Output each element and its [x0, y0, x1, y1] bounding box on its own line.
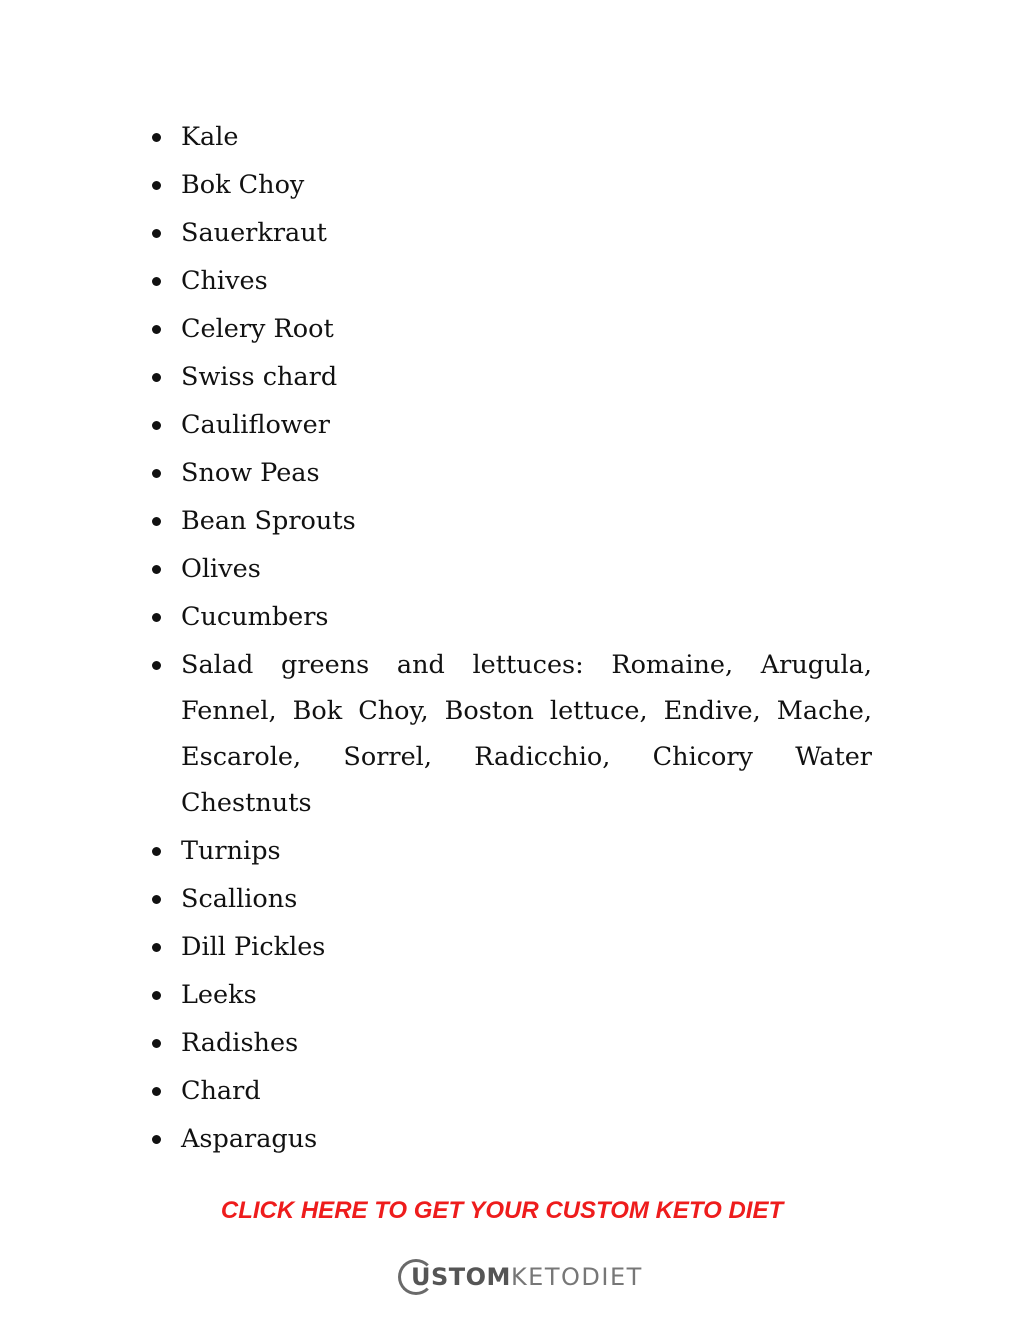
bullet-icon — [152, 991, 161, 1000]
list-item — [150, 1020, 872, 1066]
list-item-text: Olives — [181, 554, 261, 584]
list-item — [150, 210, 872, 256]
logo-wordmark-light: KETODIET — [510, 1263, 643, 1291]
list-item-text: Cauliflower — [181, 410, 330, 440]
bullet-icon — [152, 661, 161, 670]
bullet-icon — [152, 1039, 161, 1048]
list-item-text: Bean Sprouts — [181, 506, 356, 536]
logo-c-icon — [398, 1259, 434, 1295]
list-item-text: Sauerkraut — [181, 218, 327, 248]
bullet-icon — [152, 517, 161, 526]
bullet-icon — [152, 421, 161, 430]
bullet-icon — [152, 613, 161, 622]
vegetable-list — [150, 114, 872, 1164]
list-item — [150, 1068, 872, 1114]
bullet-icon — [152, 373, 161, 382]
custom-keto-diet-link[interactable]: CLICK HERE TO GET YOUR CUSTOM KETO DIET — [220, 1197, 784, 1224]
list-item — [150, 924, 872, 970]
bullet-icon — [152, 325, 161, 334]
customketodiet-logo — [398, 1255, 643, 1299]
list-item-text: Asparagus — [181, 1124, 318, 1154]
list-item — [150, 450, 872, 496]
list-item — [150, 354, 872, 400]
bullet-icon — [152, 277, 161, 286]
bullet-icon — [152, 1087, 161, 1096]
bullet-icon — [152, 133, 161, 142]
list-item-text: Snow Peas — [181, 458, 320, 488]
list-item — [150, 162, 872, 208]
bullet-icon — [152, 1135, 161, 1144]
list-item-text: Cucumbers — [181, 602, 329, 632]
logo-wordmark-strong: USTOM — [411, 1263, 511, 1291]
list-item — [150, 498, 872, 544]
list-item — [150, 402, 872, 448]
bullet-icon — [152, 181, 161, 190]
list-item-text: Leeks — [181, 980, 257, 1010]
bullet-icon — [152, 943, 161, 952]
list-item-text: Kale — [181, 122, 239, 152]
bullet-icon — [152, 565, 161, 574]
list-item — [150, 546, 872, 592]
list-item — [150, 876, 872, 922]
list-item-text: Chard — [181, 1076, 261, 1106]
list-item-text: Celery Root — [181, 314, 334, 344]
bullet-icon — [152, 229, 161, 238]
bullet-icon — [152, 469, 161, 478]
list-item-text: Turnips — [181, 836, 281, 866]
bullet-icon — [152, 895, 161, 904]
list-item-text: Chives — [181, 266, 268, 296]
list-item — [150, 1116, 872, 1162]
list-item — [150, 642, 872, 826]
list-item — [150, 258, 872, 304]
bullet-icon — [152, 847, 161, 856]
list-item — [150, 972, 872, 1018]
list-item — [150, 828, 872, 874]
list-item-text: Radishes — [181, 1028, 299, 1058]
list-item-text: Scallions — [181, 884, 298, 914]
list-item — [150, 306, 872, 352]
list-item — [150, 114, 872, 160]
list-item-text: Dill Pickles — [181, 932, 326, 962]
list-item-text: Salad greens and lettuces: Romaine, Arugula, Fennel, Bok Choy, Boston lettuce, Endive, Mache, Escarole, Sorrel, Radicchio, Chicory Water Chestnuts — [181, 650, 872, 818]
list-item-text: Bok Choy — [181, 170, 305, 200]
list-item-text: Swiss chard — [181, 362, 338, 392]
logo-wordmark — [398, 1263, 643, 1291]
list-item — [150, 594, 872, 640]
